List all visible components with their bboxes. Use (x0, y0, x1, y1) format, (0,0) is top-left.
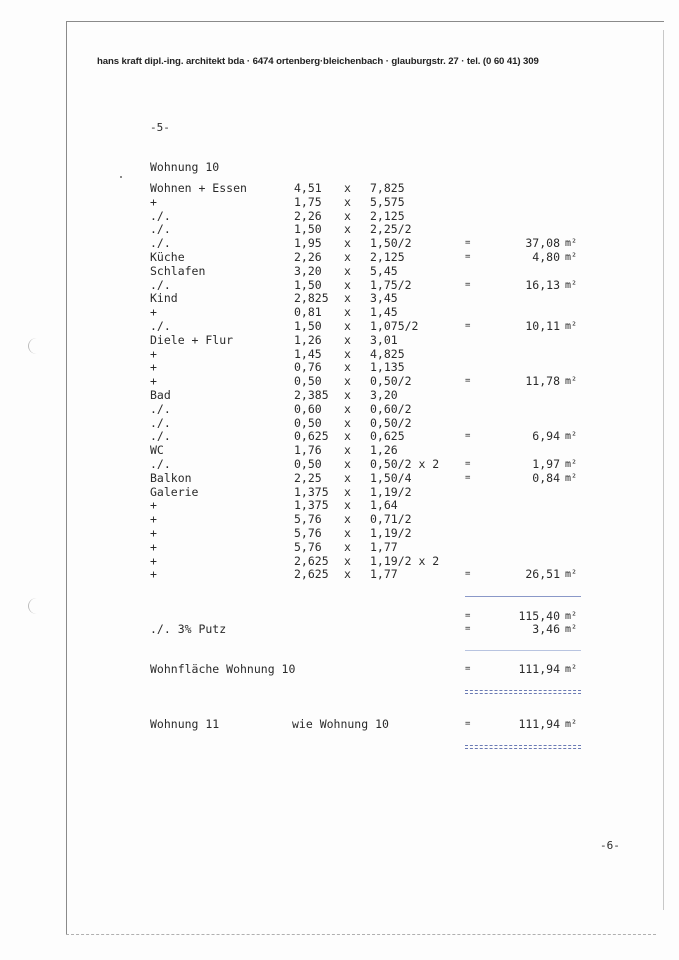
row-times: x (344, 443, 351, 458)
page-frame-bottom (66, 934, 656, 935)
row-dimension-a: 1,50 (294, 319, 322, 333)
row-dimension-b: 1,77 (370, 567, 398, 582)
wohnflaeche-value: 111,94 (518, 662, 560, 676)
row-dimension-b: 0,50/2 (370, 374, 412, 389)
row-dimension-b: 1,45 (370, 305, 398, 320)
row-dimension-a: 0,60 (294, 401, 322, 416)
row-times: x (344, 305, 351, 320)
row-times: x (344, 470, 351, 485)
row-label: ./. (150, 415, 171, 430)
row-dimension-a: 5,76 (294, 512, 322, 527)
row-label: + (150, 512, 157, 527)
row-times: x (344, 360, 351, 375)
row-dimension-b: 1,26 (370, 443, 398, 458)
row-dimension-b: 1,19/2 x 2 (370, 553, 440, 568)
row-dimension-a: 2,26 (294, 250, 322, 264)
sum-line (465, 596, 581, 597)
row-times: x (344, 194, 351, 209)
sum-line (465, 650, 581, 651)
row-unit: m² (565, 431, 578, 443)
row-dimension-b: 3,45 (370, 291, 398, 306)
row-equals: = (465, 321, 471, 331)
row-label: + (150, 374, 157, 389)
wohnung11-equals: = (465, 719, 471, 729)
row-equals: = (465, 279, 471, 290)
row-times: x (344, 222, 351, 237)
row-result: 6,94 (532, 429, 560, 444)
row-unit: m² (565, 472, 578, 484)
wohnung11-value: 111,94 (518, 717, 560, 731)
row-dimension-b: 2,125 (370, 208, 405, 223)
row-unit: m² (565, 279, 578, 291)
letterhead: hans kraft dipl.-ing. architekt bda · 6474 ortenberg·bleichenbach · glauburgstr. 27 · tel. (0 60 41) 309 (97, 56, 539, 67)
row-dimension-b: 3,20 (370, 388, 398, 402)
row-label: WC (150, 443, 164, 458)
row-dimension-a: 3,20 (294, 263, 322, 278)
row-times: x (344, 250, 351, 264)
row-result: 11,78 (525, 374, 560, 389)
wohnflaeche-unit: m² (565, 664, 578, 675)
row-dimension-a: 0,625 (294, 429, 329, 444)
row-dimension-a: 1,375 (294, 484, 329, 499)
row-equals: = (465, 569, 471, 580)
row-dimension-a: 0,50 (294, 415, 322, 430)
row-dimension-a: 2,625 (294, 567, 329, 582)
row-result: 16,13 (525, 277, 560, 292)
row-result: 26,51 (525, 567, 560, 582)
row-label: Schlafen (150, 263, 206, 278)
row-label: Wohnen + Essen (150, 181, 247, 195)
row-dimension-b: 2,125 (370, 250, 405, 264)
row-label: Diele + Flur (150, 332, 234, 347)
row-dimension-a: 1,50 (294, 277, 322, 292)
row-dimension-b: 1,50/2 (370, 236, 412, 251)
row-result: 0,84 (532, 470, 560, 485)
row-dimension-b: 5,45 (370, 263, 398, 278)
row-label: + (150, 498, 157, 513)
row-dimension-b: 1,50/4 (370, 470, 412, 485)
row-times: x (344, 553, 351, 568)
row-dimension-b: 1,19/2 (370, 484, 412, 499)
subtotal-value: 115,40 (518, 609, 560, 623)
speck (120, 176, 122, 178)
row-equals: = (465, 252, 471, 262)
row-label: ./. (150, 208, 171, 223)
row-dimension-a: 1,50 (294, 222, 322, 237)
row-unit: m² (565, 321, 578, 332)
row-label: + (150, 526, 157, 540)
row-unit: m² (565, 376, 578, 388)
row-unit: m² (565, 238, 578, 250)
putz-value: 3,46 (532, 622, 560, 636)
row-times: x (344, 567, 351, 582)
row-times: x (344, 415, 351, 430)
row-dimension-b: 0,625 (370, 429, 405, 444)
row-dimension-b: 1,75/2 (370, 277, 412, 292)
next-page-number: -6- (600, 839, 620, 852)
row-dimension-a: 1,76 (294, 443, 322, 458)
row-dimension-a: 2,25 (294, 470, 322, 485)
row-times: x (344, 319, 351, 333)
row-times: x (344, 484, 351, 499)
row-dimension-b: 4,825 (370, 346, 405, 361)
subtotal-unit: m² (565, 611, 578, 622)
row-label: + (150, 305, 157, 320)
wohnung11-unit: m² (565, 719, 578, 730)
row-result: 1,97 (532, 457, 560, 471)
row-times: x (344, 457, 351, 471)
row-times: x (344, 332, 351, 347)
row-dimension-a: 2,385 (294, 388, 329, 402)
page-frame-top (66, 21, 664, 22)
row-dimension-b: 1,19/2 (370, 526, 412, 540)
row-dimension-a: 2,625 (294, 553, 329, 568)
row-result: 10,11 (525, 319, 560, 333)
putz-equals: = (465, 624, 471, 634)
row-result: 37,08 (525, 236, 560, 251)
row-label: ./. (150, 319, 171, 333)
row-result: 4,80 (532, 250, 560, 264)
page-frame-left (66, 21, 67, 935)
row-label: + (150, 194, 157, 209)
row-equals: = (465, 238, 471, 249)
subtotal-equals: = (465, 611, 471, 621)
row-dimension-a: 4,51 (294, 181, 322, 195)
row-label: ./. (150, 277, 171, 292)
row-dimension-a: 0,81 (294, 305, 322, 320)
row-times: x (344, 374, 351, 389)
row-equals: = (465, 376, 471, 387)
putz-unit: m² (565, 624, 578, 635)
row-dimension-b: 1,135 (370, 360, 405, 375)
row-dimension-b: 0,71/2 (370, 512, 412, 527)
row-dimension-b: 5,575 (370, 194, 405, 209)
row-label: Kind (150, 291, 178, 306)
row-unit: m² (565, 252, 578, 263)
row-unit: m² (565, 569, 578, 581)
row-label: + (150, 553, 157, 568)
row-label: ./. (150, 429, 171, 444)
row-times: x (344, 236, 351, 251)
row-label: Küche (150, 250, 185, 264)
row-label: Balkon (150, 470, 192, 485)
row-dimension-b: 2,25/2 (370, 222, 412, 237)
wohnung11-label: Wohnung 11 (150, 717, 220, 731)
row-equals: = (465, 472, 471, 483)
row-times: x (344, 263, 351, 278)
row-times: x (344, 539, 351, 554)
row-label: + (150, 360, 157, 375)
row-times: x (344, 346, 351, 361)
row-dimension-a: 2,825 (294, 291, 329, 306)
row-label: Galerie (150, 484, 199, 499)
wohnung11-note: wie Wohnung 10 (292, 717, 389, 731)
row-label: ./. (150, 236, 171, 251)
row-times: x (344, 401, 351, 416)
row-dimension-b: 7,825 (370, 181, 405, 195)
row-dimension-a: 1,95 (294, 236, 322, 251)
row-dimension-a: 0,76 (294, 360, 322, 375)
wohnflaeche-equals: = (465, 664, 471, 674)
row-dimension-b: 1,075/2 (370, 319, 419, 333)
row-dimension-b: 1,64 (370, 498, 398, 513)
row-dimension-b: 0,50/2 x 2 (370, 457, 440, 471)
row-label: + (150, 539, 157, 554)
page-number: -5- (150, 121, 170, 134)
row-dimension-a: 1,75 (294, 194, 322, 209)
row-label: + (150, 567, 157, 582)
row-label: Bad (150, 388, 171, 402)
row-dimension-a: 0,50 (294, 374, 322, 389)
double-underline (465, 690, 581, 694)
row-dimension-b: 1,77 (370, 539, 398, 554)
punch-hole-mark (28, 598, 45, 614)
row-dimension-a: 2,26 (294, 208, 322, 223)
page-frame-right (663, 30, 664, 910)
row-times: x (344, 512, 351, 527)
row-times: x (344, 208, 351, 223)
row-times: x (344, 277, 351, 292)
double-underline (465, 745, 581, 749)
row-dimension-a: 5,76 (294, 539, 322, 554)
row-dimension-a: 1,26 (294, 332, 322, 347)
row-times: x (344, 388, 351, 402)
row-dimension-a: 5,76 (294, 526, 322, 540)
row-dimension-b: 0,50/2 (370, 415, 412, 430)
row-dimension-a: 1,375 (294, 498, 329, 513)
punch-hole-mark (28, 338, 45, 354)
row-times: x (344, 498, 351, 513)
row-times: x (344, 429, 351, 444)
row-times: x (344, 291, 351, 306)
row-label: ./. (150, 222, 171, 237)
putz-label: ./. 3% Putz (150, 622, 227, 636)
row-equals: = (465, 459, 471, 469)
row-times: x (344, 526, 351, 540)
row-dimension-b: 3,01 (370, 332, 398, 347)
row-times: x (344, 181, 351, 195)
wohnflaeche-label: Wohnfläche Wohnung 10 (150, 662, 296, 676)
row-dimension-b: 0,60/2 (370, 401, 412, 416)
row-unit: m² (565, 459, 578, 470)
row-dimension-a: 0,50 (294, 457, 322, 471)
row-label: ./. (150, 401, 171, 416)
row-label: ./. (150, 457, 171, 471)
row-equals: = (465, 431, 471, 442)
section-title-text: Wohnung 10 (150, 160, 220, 174)
row-dimension-a: 1,45 (294, 346, 322, 361)
row-label: + (150, 346, 157, 361)
